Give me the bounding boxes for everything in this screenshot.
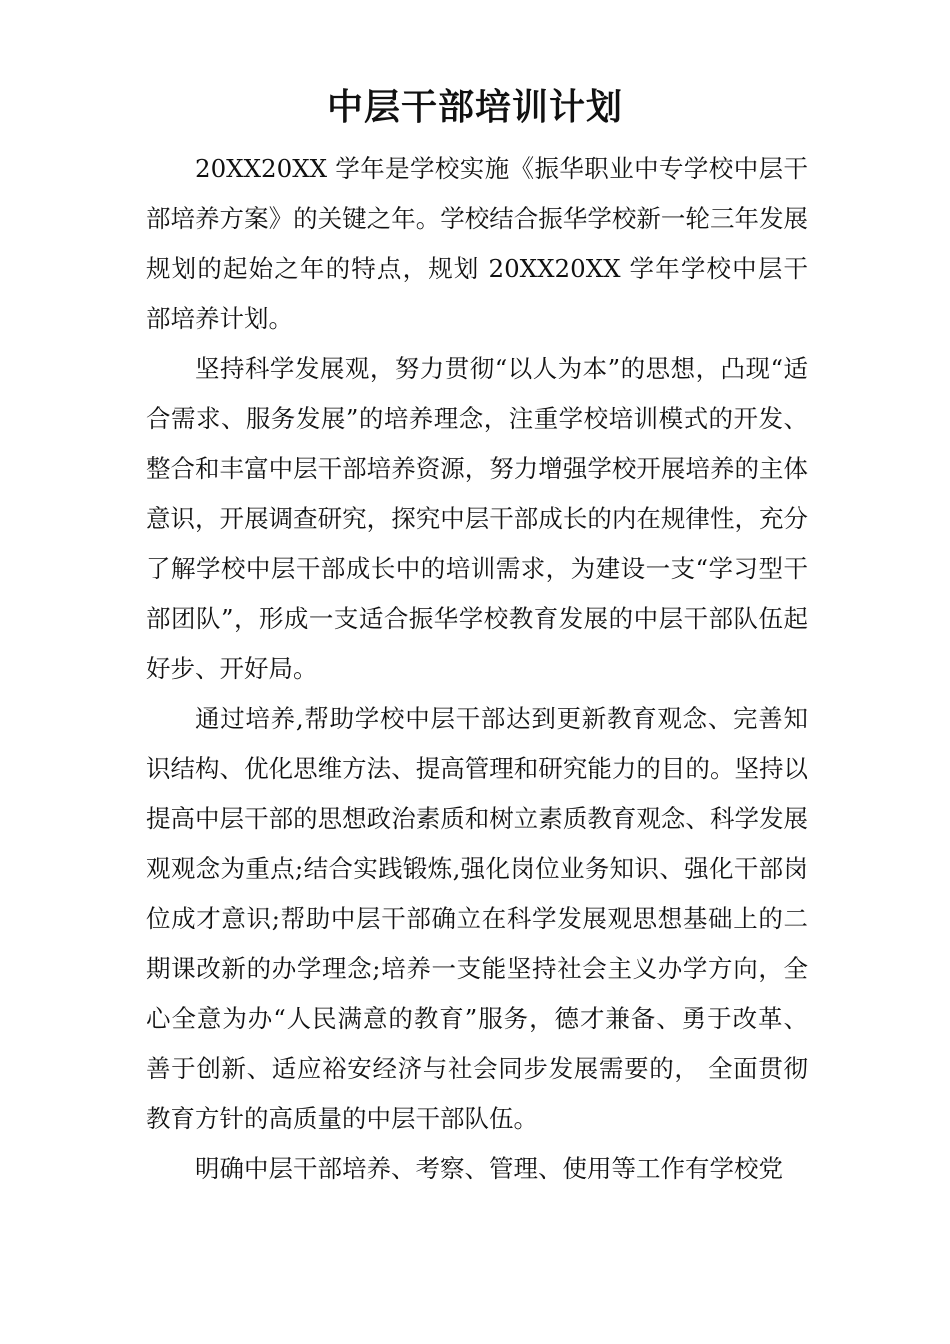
paragraph-1: 20XX20XX 学年是学校实施《振华职业中专学校中层干部培养方案》的关键之年。学校结合振华学校新一轮三年发展规划的起始之年的特点，规划 20XX20XX 学年学校中层干部培养计划。 xyxy=(146,154,808,333)
paragraph-2: 坚持科学发展观，努力贯彻“以人为本”的思想，凸现“适合需求、服务发展”的培养理念，注重学校培训模式的开发、整合和丰富中层干部培养资源，努力增强学校开展培养的主体意识，开展调查研究，探究中层干部成长的内在规律性，充分了解学校中层干部成长中的培训需求，为建设一支“学习型干部团队”，形成一支适合振华学校教育发展的中层干部队伍起好步、开好局。 xyxy=(146,354,808,683)
document-title: 中层干部培训计划 xyxy=(326,87,623,128)
paragraph-4: 明确中层干部培养、考察、管理、使用等工作有学校党 xyxy=(195,1154,783,1183)
document-body xyxy=(146,144,808,1194)
paragraph-3: 通过培养,帮助学校中层干部达到更新教育观念、完善知识结构、优化思维方法、提高管理和研究能力的目的。坚持以提高中层干部的思想政治素质和树立素质教育观念、科学发展观观念为重点;结合实践锻炼,强化岗位业务知识、强化干部岗位成才意识;帮助中层干部确立在科学发展观思想基础上的二期课改新的办学理念;培养一支能坚持社会主义办学方向，全心全意为办“人民满意的教育”服务，德才兼备、勇于改革、善于创新、适应裕安经济与社会同步发展需要的， 全面贯彻教育方针的高质量的中层干部队伍。 xyxy=(146,704,808,1133)
